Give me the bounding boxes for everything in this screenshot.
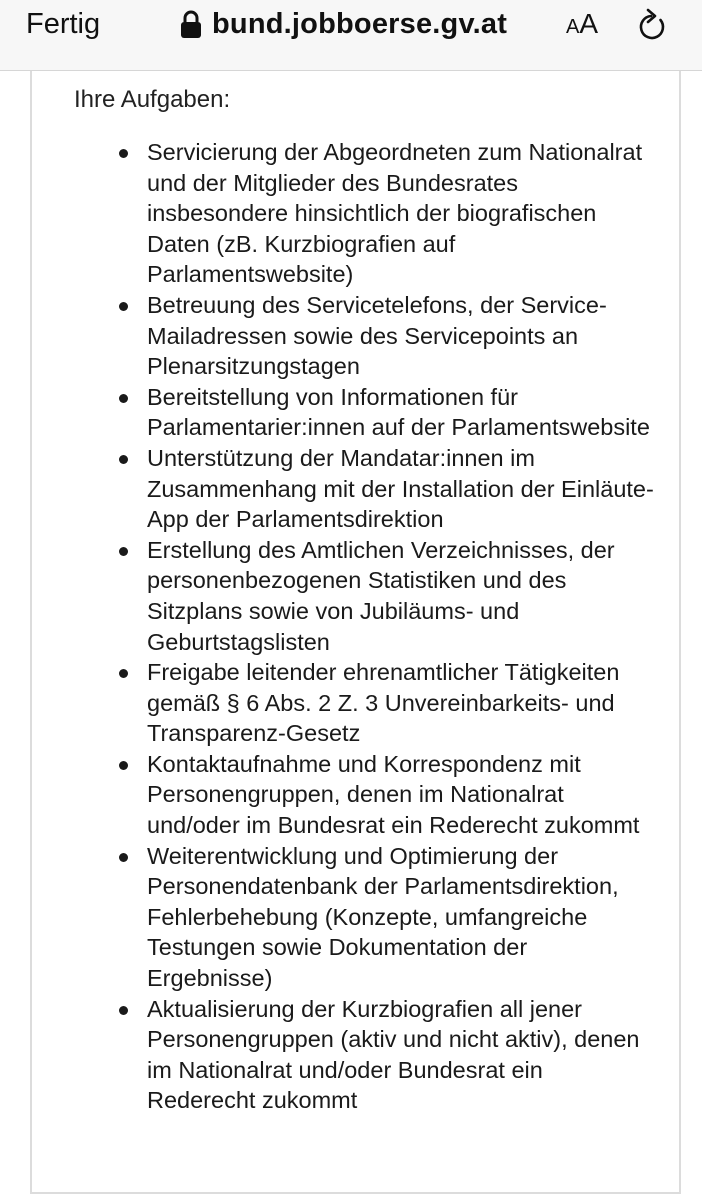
list-item: Servicierung der Abgeordneten zum Nationalrat und der Mitglieder des Bundesrates insbesondere hinsichtlich der biografischen Daten (zB. Kurzbiografien auf Parlamentswebsite) [147, 137, 657, 290]
address-bar[interactable] [180, 4, 507, 44]
text-size-button[interactable] [566, 6, 598, 47]
list-item: Bereitstellung von Informationen für Parlamentarier:innen auf der Parlamentswebsite [147, 382, 657, 443]
url-text: bund.jobboerse.gv.at [212, 7, 508, 40]
list-item: Aktualisierung der Kurzbiografien all jener Personengruppen (aktiv und nicht aktiv), denen im Nationalrat und/oder Bundesrat ein Rederecht zukommt [147, 994, 657, 1116]
task-list [32, 137, 657, 1116]
job-description-panel [30, 71, 681, 1194]
list-item: Unterstützung der Mandatar:innen im Zusammenhang mit der Installation der Einläute-App der Parlamentsdirektion [147, 443, 657, 535]
list-item: Betreuung des Servicetelefons, der Service-Mailadressen sowie des Servicepoints an Plenarsitzungstagen [147, 290, 657, 382]
list-item: Weiterentwicklung und Optimierung der Personendatenbank der Parlamentsdirektion, Fehlerbehebung (Konzepte, umfangreiche Testungen sowie Dokumentation der Ergebnisse) [147, 841, 657, 994]
section-title: Ihre Aufgaben: [74, 86, 231, 113]
done-button[interactable]: Fertig [26, 8, 101, 40]
reload-icon[interactable] [636, 8, 668, 42]
text-size-small-label: A [566, 16, 580, 38]
browser-toolbar [0, 0, 702, 71]
list-item: Erstellung des Amtlichen Verzeichnisses, der personenbezogenen Statistiken und des Sitzplans sowie von Jubiläums- und Geburtstagslisten [147, 535, 657, 657]
list-item: Kontaktaufnahme und Korrespondenz mit Personengruppen, denen im Nationalrat und/oder im Bundesrat ein Rederecht zukommt [147, 749, 657, 841]
lock-icon [180, 9, 202, 39]
list-item: Freigabe leitender ehrenamtlicher Tätigkeiten gemäß § 6 Abs. 2 Z. 3 Unvereinbarkeits- und Transparenz-Gesetz [147, 657, 657, 749]
text-size-big-label: A [579, 8, 599, 39]
